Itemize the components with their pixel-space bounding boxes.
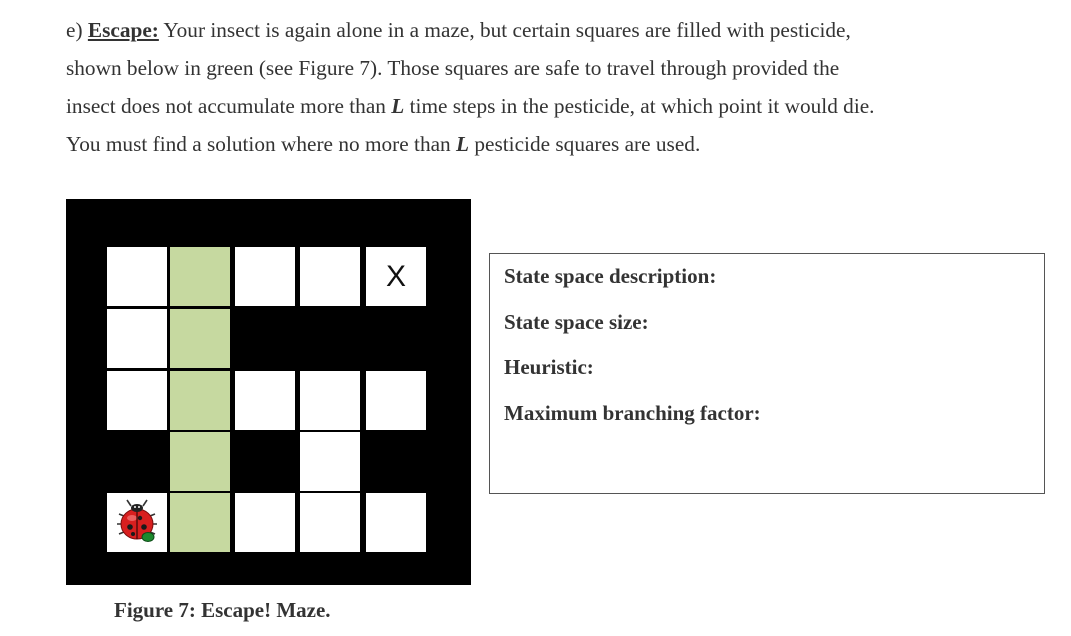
question-line-3: [66, 87, 996, 125]
figure-caption: Figure 7: Escape! Maze.: [114, 598, 331, 622]
maze-figure: [66, 199, 471, 585]
answer-box: [489, 253, 1045, 494]
pesticide-cell: [170, 493, 230, 552]
state-space-description-label: State space description:: [504, 264, 717, 288]
goal-cell: [366, 247, 426, 306]
heuristic-label: Heuristic:: [504, 355, 594, 379]
question-line-2: shown below in green (see Figure 7). Those squares are safe to travel through provided the: [66, 56, 840, 80]
question-line-4-a: You must find a solution where no more than: [66, 132, 457, 156]
question-prefix: e): [66, 18, 88, 42]
open-cell: [300, 432, 360, 491]
question-line-3-a: insect does not accumulate more than: [66, 94, 392, 118]
open-cell: [235, 371, 295, 430]
open-cell: [300, 247, 360, 306]
variable-l: L: [391, 94, 405, 118]
pesticide-cell: [170, 247, 230, 306]
pesticide-cell: [170, 432, 230, 491]
question-heading: Escape:: [87, 18, 159, 42]
state-space-size-label: State space size:: [504, 310, 649, 334]
question-line-3-b: time steps in the pesticide, at which point it would die.: [404, 94, 875, 118]
open-cell: [366, 493, 426, 552]
variable-l: L: [456, 132, 470, 156]
max-branching-factor-label: Maximum branching factor:: [504, 401, 761, 425]
question-text: [66, 11, 996, 163]
ladybug-icon: [113, 496, 161, 548]
open-cell: [107, 309, 167, 368]
question-line-4: [66, 125, 996, 163]
start-cell: [107, 493, 167, 552]
open-cell: [107, 247, 167, 306]
open-cell: [300, 371, 360, 430]
question-line-1: [66, 11, 996, 49]
open-cell: [235, 247, 295, 306]
question-text-1: Your insect is again alone in a maze, but certain squares are filled with pesticide,: [158, 18, 851, 42]
goal-label: X: [385, 259, 406, 293]
open-cell: [107, 371, 167, 430]
pesticide-cell: [170, 371, 230, 430]
pesticide-cell: [170, 309, 230, 368]
question-line-4-b: pesticide squares are used.: [469, 132, 701, 156]
open-cell: [366, 371, 426, 430]
open-cell: [300, 493, 360, 552]
open-cell: [235, 493, 295, 552]
